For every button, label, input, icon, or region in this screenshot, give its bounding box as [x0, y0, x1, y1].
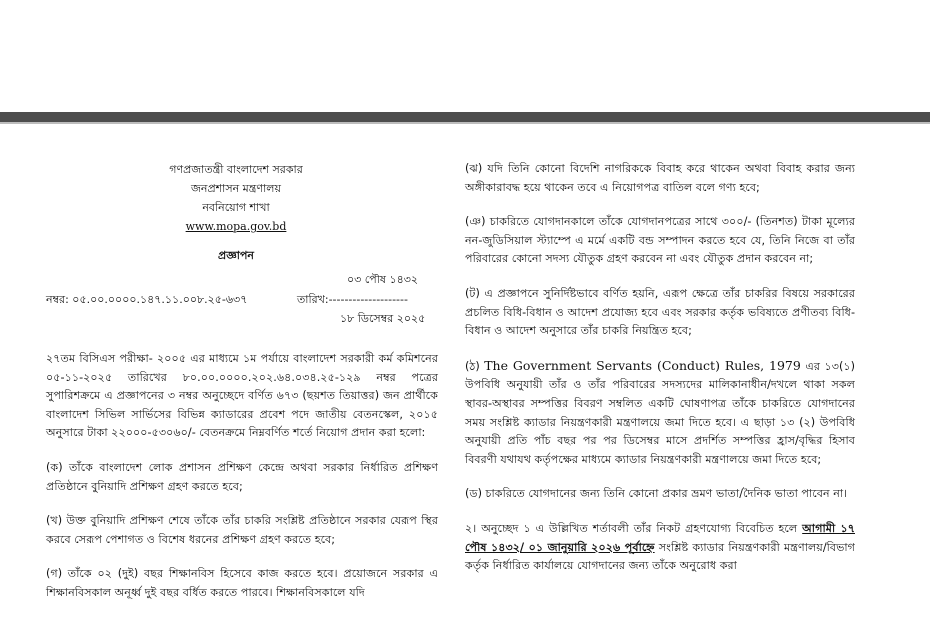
top-separator-bar: [0, 112, 930, 122]
date-english: ১৮ ডিসেম্বর ২০২৫: [340, 312, 426, 325]
condition-t: (ট) এ প্রজ্ঞাপনে সুনির্দিষ্টভাবে বর্ণিত হয়নি, এরূপ ক্ষেত্রে তাঁর চাকরির বিষয়ে সরকারের প্রচলিত বিধি-বিধান ও আদেশ প্রযোজ্য হবে এবং সরকার কর্তৃক ভবিষ্যতে প্রণীতব্য বিধি-বিধান ও আদেশ অনুসারে তাঁর চাকরি নিয়ন্ত্রিত হবে;: [465, 286, 855, 338]
condition-d: (ড) চাকরিতে যোগদানের জন্য তিনি কোনো প্রকার ভ্রমণ ভাতা/দৈনিক ভাতা পাবেন না।: [465, 487, 848, 501]
right-column: [465, 160, 855, 576]
top-separator-edge: [0, 122, 930, 124]
left-body: [46, 350, 438, 603]
notification-title: প্রজ্ঞাপন: [218, 249, 254, 262]
letterhead: [34, 160, 438, 265]
section-name: নবনিয়োগ শাখা: [202, 201, 270, 214]
reference-number: নম্বর: ০৫.০০.০০০০.১৪৭.১১.০০৮.২৫-৬৩৭: [46, 293, 248, 306]
website-link[interactable]: www.mopa.gov.bd: [185, 220, 287, 233]
condition-th-prefix: (ঠ): [465, 359, 480, 373]
date-label: তারিখ:--------------------: [297, 293, 408, 306]
left-column: [46, 160, 438, 265]
intro-paragraph: ২৭তম বিসিএস পরীক্ষা- ২০০৫ এর মাধ্যমে ১ম পর্যায়ে বাংলাদেশ সরকারী কর্ম কমিশনের ০৫-১১-২০২৫ তারিখের ৮০.০০.০০০০.২০২.৬৪.০৩৪.২৫-১২৯ নম্বর পত্রের সুপারিশক্রমে এ প্রজ্ঞাপনের ৩ নম্বর অনুচ্ছেদে বর্ণিত ৬৭৩ (ছয়শত তিয়াত্তর) জন প্রার্থীকে বাংলাদেশ সিভিল সার্ভিসের বিভিন্ন ক্যাডারের প্রবেশ পদে জাতীয় বেতনস্কেল, ২০১৫ অনুসারে টাকা ২২০০০-৫৩০৬০/- বেতনক্রমে নিম্নবর্ণিত শর্তে নিয়োগ প্রদান করা হলো:: [46, 352, 438, 440]
condition-g: (গ) তাঁকে ০২ (দুই) বছর শিক্ষানবিস হিসেবে কাজ করতে হবে। প্রয়োজনে সরকার এ শিক্ষানবিসকাল অনূর্ধ্ব দুই বছর বর্ধিত করতে পারবে। শিক্ষানবিসকালে যদি: [46, 567, 438, 599]
joining-date: আগামী ১৭ পৌষ ১৪৩২/ ০১ জানুয়ারি ২০২৬ পূর্বাহ্নে: [465, 521, 855, 554]
condition-k: (ক) তাঁকে বাংলাদেশ লোক প্রশাসন প্রশিক্ষণ কেন্দ্রে অথবা সরকার নির্ধারিত প্রশিক্ষণ প্রতিষ্ঠানে বুনিয়াদি প্রশিক্ষণ গ্রহণ করতে হবে;: [46, 460, 438, 493]
ministry-name: জনপ্রশাসন মন্ত্রণালয়: [191, 182, 281, 195]
paragraph-2-rest: সংশ্লিষ্ট ক্যাডার নিয়ন্ত্রণকারী মন্ত্রণালয়/বিভাগ কর্তৃক নির্ধারিত কার্যালয়ে যোগদানের জন্য তাঁকে অনুরোধ করা: [465, 540, 855, 573]
condition-th: [465, 357, 855, 470]
condition-kh: (খ) উক্ত বুনিয়াদি প্রশিক্ষণ শেষে তাঁকে তাঁর চাকরি সংশ্লিষ্ট প্রতিষ্ঠানে সরকার যেরূপ স্থির করবে সেরূপ পেশাগত ও বিশেষ ধরনের প্রশিক্ষণ গ্রহণ করতে হবে;: [46, 514, 438, 546]
date-bengali: ০৩ পৌষ ১৪৩২: [347, 273, 419, 286]
condition-ny: (ঞ) চাকরিতে যোগদানকালে তাঁকে যোগদানপত্রের সাথে ৩০০/- (তিনশত) টাকা মূল্যের নন-জুডিসিয়াল স্ট্যাম্পে এ মর্মে একটি বন্ড সম্পাদন করতে হবে যে, তিনি নিজে বা তাঁর পরিবারের কোনো সদস্য যৌতুক গ্রহণ করবেন না এবং যৌতুক প্রদান করবেন না;: [465, 215, 855, 266]
government-name: গণপ্রজাতন্ত্রী বাংলাদেশ সরকার: [169, 163, 303, 176]
paragraph-2: [465, 520, 855, 576]
condition-jh: (ঝ) যদি তিনি কোনো বিদেশি নাগরিককে বিবাহ করে থাকেন অথবা বিবাহ করার জন্য অঙ্গীকারাবদ্ধ হয়ে থাকেন তবে এ নিয়োগপত্র বাতিল বলে গণ্য হবে;: [465, 162, 855, 194]
conduct-rules-title: The Government Servants (Conduct) Rules, 1979: [484, 357, 801, 373]
paragraph-2-start: ২। অনুচ্ছেদ ১ এ উল্লিখিত শর্তাবলী তাঁর নিকট গ্রহণযোগ্য বিবেচিত হলে: [465, 521, 798, 535]
condition-th-text: এর ১৩(১) উপবিধি অনুযায়ী তাঁর ও তাঁর পরিবারের সদস্যদের মালিকানাধীন/দখলে থাকা সকল স্থাবর-অস্থাবর সম্পত্তির বিবরণ সম্বলিত একটি ঘোষণাপত্র তাঁকে চাকরিতে যোগদানের সময় সংশ্লিষ্ট ক্যাডার নিয়ন্ত্রণকারী মন্ত্রণালয়ে জমা দিতে হবে। এ ছাড়া ১৩ (২) উপবিধি অনুযায়ী প্রতি পাঁচ বছর পর পর ডিসেম্বর মাসে প্রদর্শিত সম্পত্তির হ্রাস/বৃদ্ধির হিসাব বিবরণী যথাযথ কর্তৃপক্ষের মাধ্যমে ক্যাডার নিয়ন্ত্রণকারী মন্ত্রণালয়ে জমা দিতে হবে;: [465, 359, 856, 466]
